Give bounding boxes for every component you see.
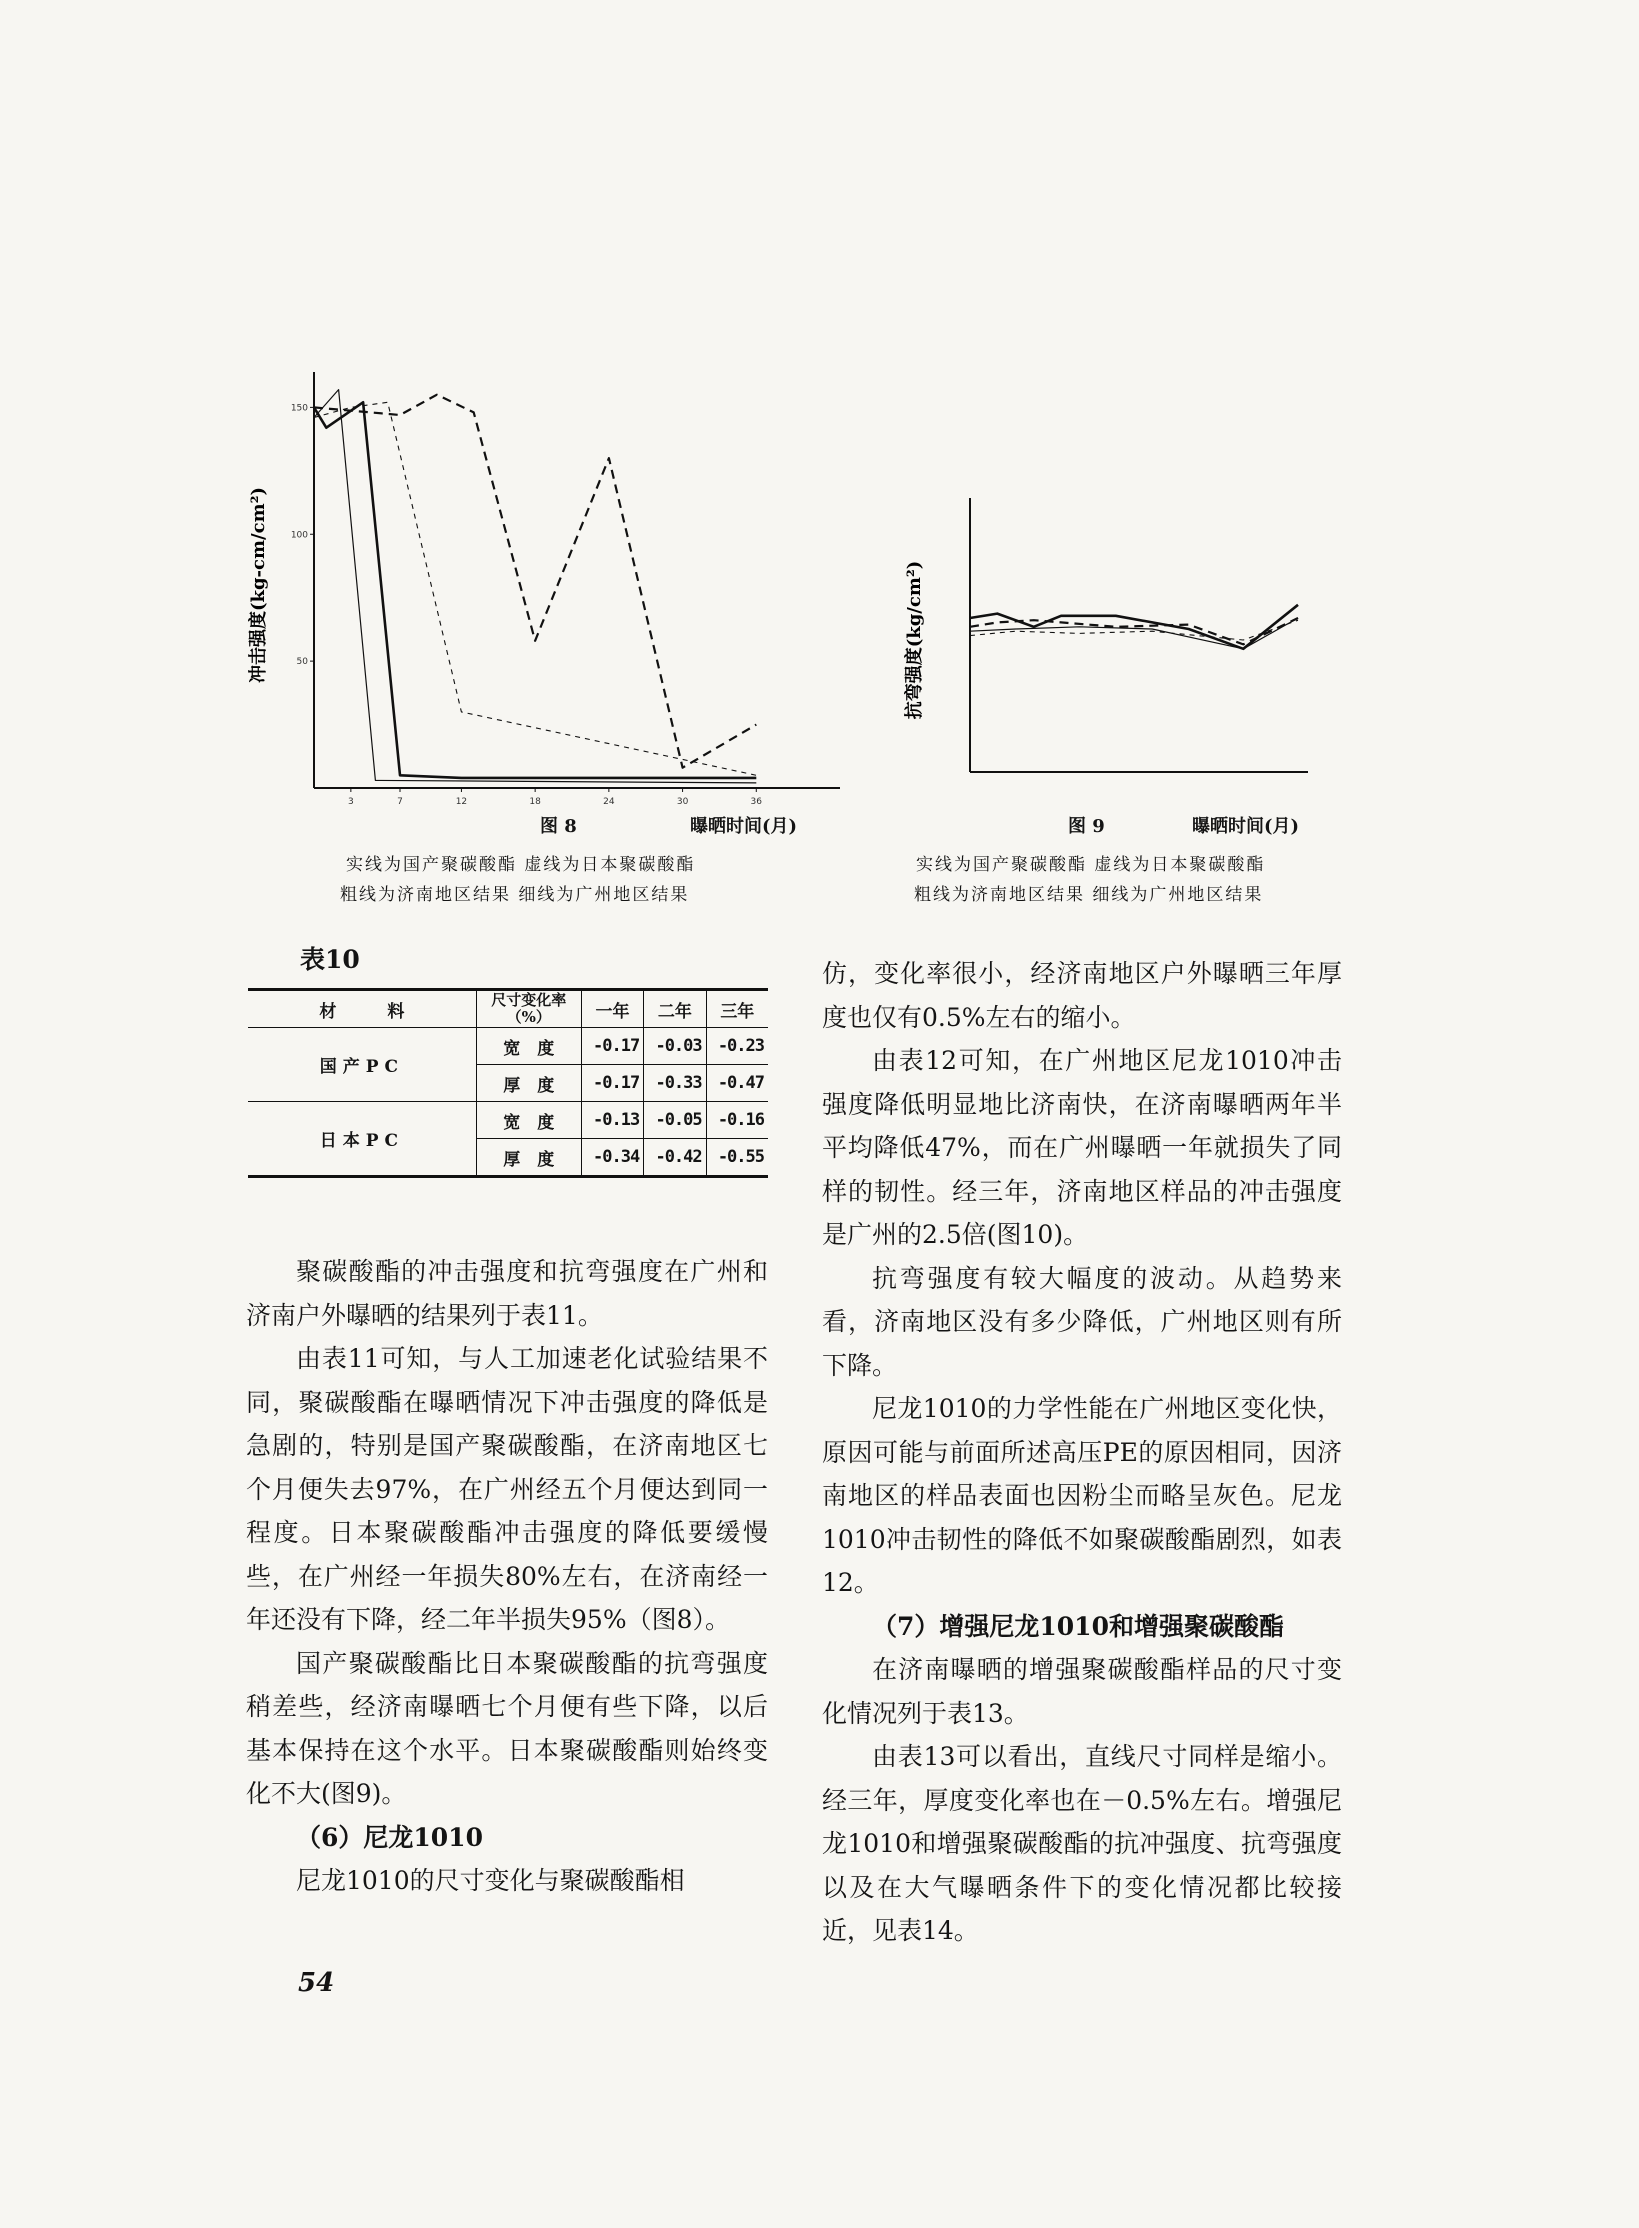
left-column [246, 1250, 768, 1903]
y-tick-label: 150 [290, 403, 308, 414]
row-material-domestic: 国产PC [248, 1028, 476, 1102]
cell-value: -0.42 [644, 1139, 706, 1177]
header-year-3: 三年 [706, 990, 768, 1028]
table-header-row [248, 990, 768, 1028]
cell-value: -0.34 [581, 1139, 643, 1177]
paragraph: 仿，变化率很小，经济南地区户外曝晒三年厚度也仅有0.5%左右的缩小。 [822, 959, 1342, 1032]
x-tick-label: 7 [397, 797, 403, 807]
header-rate: 尺寸变化率（%） [476, 990, 581, 1028]
figure-9-label: 图 9 [1068, 816, 1105, 837]
section-heading-7: （7）增强尼龙1010和增强聚碳酸酯 [872, 1611, 1284, 1641]
paragraph: 由表13可以看出，直线尺寸同样是缩小。经三年，厚度变化率也在－0.5%左右。增强尼龙1010和增强聚碳酸酯的抗冲强度、抗弯强度以及在大气曝晒条件下的变化情况都比较接近，见表14。 [822, 1742, 1342, 1945]
header-year-1: 一年 [581, 990, 643, 1028]
table-row [248, 1028, 768, 1065]
figure-9 [900, 490, 1320, 790]
row-dimension: 宽 度 [476, 1102, 581, 1139]
figure-9-chart [900, 490, 1320, 790]
table-10-title: 表10 [300, 945, 360, 974]
paragraph: 国产聚碳酸酯比日本聚碳酸酯的抗弯强度稍差些，经济南曝晒七个月便有些下降，以后基本保持在这个水平。日本聚碳酸酯则始终变化不大(图9)。 [246, 1648, 768, 1808]
paragraph: 由表12可知，在广州地区尼龙1010冲击强度降低明显地比济南快，在济南曝晒两年半平均降低47%，而在广州曝晒一年就损失了同样的韧性。经三年，济南地区样品的冲击强度是广州的2.5倍(图10)。 [822, 1046, 1342, 1249]
page-number: 54 [298, 1968, 335, 1998]
paragraph: 尼龙1010的尺寸变化与聚碳酸酯相 [296, 1866, 685, 1895]
figure-8-chart [230, 360, 870, 820]
table-10 [248, 988, 768, 1178]
paragraph: 尼龙1010的力学性能在广州地区变化快，原因可能与前面所述高压PE的原因相同，因济南地区的样品表面也因粉尘而略呈灰色。尼龙1010冲击韧性的降低不如聚碳酸酯剧烈，如表12。 [822, 1394, 1342, 1597]
series-line-0 [314, 402, 756, 778]
figure-8-label: 图 8 [540, 816, 577, 837]
y-tick-label: 100 [290, 530, 308, 541]
header-year-2: 二年 [644, 990, 706, 1028]
x-tick-label: 24 [603, 797, 615, 807]
x-tick-label: 12 [455, 797, 468, 807]
paragraph: 在济南曝晒的增强聚碳酸酯样品的尺寸变化情况列于表13。 [822, 1655, 1342, 1728]
figure-8-xlabel: 曝晒时间(月) [690, 816, 798, 837]
x-tick-label: 3 [347, 797, 354, 807]
figure-9-caption-2: 粗线为济南地区结果 细线为广州地区结果 [914, 885, 1264, 905]
row-dimension: 厚 度 [476, 1139, 581, 1177]
y-tick-label: 50 [296, 657, 308, 668]
cell-value: -0.33 [644, 1065, 706, 1102]
cell-value: -0.23 [706, 1028, 768, 1065]
row-material-japan: 日本PC [248, 1102, 476, 1177]
section-heading-6: （6）尼龙1010 [296, 1822, 483, 1852]
right-column [822, 952, 1342, 1953]
x-tick-label: 30 [676, 797, 689, 807]
y-axis-label: 冲击强度(kg-cm/cm²) [248, 486, 269, 684]
series-line-3 [970, 620, 1298, 640]
series-line-0 [970, 605, 1298, 649]
paragraph: 由表11可知，与人工加速老化试验结果不同，聚碳酸酯在曝晒情况下冲击强度的降低是急剧的，特别是国产聚碳酸酯，在济南地区七个月便失去97%，在广州经五个月便达到同一程度。日本聚碳酸酯冲击强度的降低要缓慢些，在广州经一年损失80%左右，在济南经一年还没有下降，经二年半损失95%（图8）。 [246, 1344, 768, 1634]
cell-value: -0.17 [581, 1028, 643, 1065]
header-material: 材 料 [248, 990, 476, 1028]
figure-8-caption-2: 粗线为济南地区结果 细线为广州地区结果 [340, 885, 690, 905]
cell-value: -0.05 [644, 1102, 706, 1139]
figure-9-caption-1: 实线为国产聚碳酸酯 虚线为日本聚碳酸酯 [916, 855, 1266, 875]
paragraph: 聚碳酸酯的冲击强度和抗弯强度在广州和济南户外曝晒的结果列于表11。 [246, 1257, 768, 1330]
cell-value: -0.47 [706, 1065, 768, 1102]
figure-9-xlabel: 曝晒时间(月) [1192, 816, 1300, 837]
figure-8 [230, 360, 870, 820]
cell-value: -0.13 [581, 1102, 643, 1139]
x-tick-label: 18 [529, 797, 541, 807]
row-dimension: 厚 度 [476, 1065, 581, 1102]
cell-value: -0.55 [706, 1139, 768, 1177]
row-dimension: 宽 度 [476, 1028, 581, 1065]
figure-8-caption-1: 实线为国产聚碳酸酯 虚线为日本聚碳酸酯 [346, 855, 696, 875]
y-axis-label: 抗弯强度(kg/cm²) [904, 560, 925, 720]
paragraph: 抗弯强度有较大幅度的波动。从趋势来看，济南地区没有多少降低，广州地区则有所下降。 [822, 1263, 1342, 1380]
cell-value: -0.17 [581, 1065, 643, 1102]
table-row [248, 1102, 768, 1139]
x-tick-label: 36 [750, 797, 763, 807]
cell-value: -0.03 [644, 1028, 706, 1065]
cell-value: -0.16 [706, 1102, 768, 1139]
